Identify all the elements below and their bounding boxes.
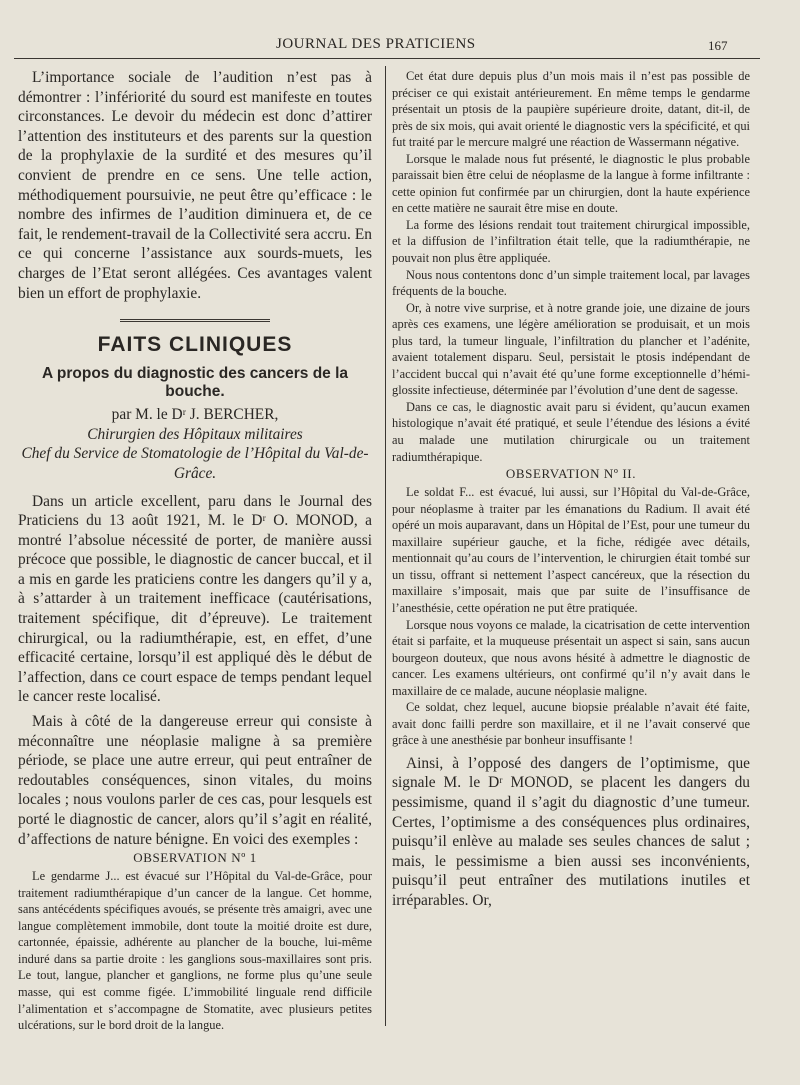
right-paragraph-8: Lorsque nous voyons ce malade, la cicatrisation de cette intervention était si parfaite, et la muqueuse présentait un aspect si sain, sans aucun bourgeon douteux, que nous avons hésité à admettre le diagnostic de cancer. Les examens ultérieurs, ont confirmé qu’il n’y avait dans le maxillaire de ce malade, aucune néoplasie maligne. [392,617,750,698]
observation-2-heading: OBSERVATION Nº II. [505,466,637,482]
right-paragraph-6: Dans ce cas, le diagnostic avait paru si évident, qu’aucun examen histologique n’avait été pratiqué, et seule l’étendue des lésions a évité au malade une mutilation chirurgicale ou un traitement radiumthérapique. [392,399,750,464]
author-affiliation-1: Chirurgien des Hôpitaux militaires [87,425,303,443]
right-column [392,68,750,911]
right-paragraph-9: Ce soldat, chez lequel, aucune biopsie préalable n’avait été faite, avait donc failli perdre son maxillaire, et il ne l’avait conservé que grâce à une anesthésie par bonheur insuffisante ! [392,700,750,748]
intro-paragraph: L’importance sociale de l’audition n’est pas à démontrer : l’infériorité du sourd est manifeste en toutes circonstances. Le devoir du médecin est donc d’attirer l’attention des instituteurs et des parents sur la question de la prophylaxie de la surdité et des mesures qu’il convient de prendre en ce sens. Une telle action, méthodiquement poursuivie, ne peut être qu’efficace : le nombre des infirmes de l’audition diminuera et, de ce fait, le rendement-travail de la Collectivité sera accru. En ce qui concerne l’assistance aux sourds-muets, les charges de l’Etat seront allégées. Ces avantages valent bien un effort de prophylaxie. [18,69,372,302]
left-column [18,68,372,1034]
page-header [0,36,800,58]
right-paragraph-5: Or, à notre vive surprise, et à notre grande joie, une dizaine de jours après ces examens, une légère amélioration se produisait, et un mois plus tard, la tumeur linguale, l’infiltration du plancher et l’adénite, avaient totalement disparu. Seul, persistait le ptosis indépendant de l’accident buccal qui n’avait été qu’une forme exceptionnelle d’hémi-glossite infectieuse, déterminée par l’évolution d’une dent de sagesse. [392,300,750,398]
page-number: 167 [708,38,728,53]
column-divider [385,66,386,1026]
article-title: A propos du diagnostic des cancers de la bouche. [41,365,349,401]
section-title: FAITS CLINIQUES [97,333,293,357]
header-rule [14,58,760,59]
right-paragraph-4: Nous nous contentons donc d’un simple traitement local, par lavages fréquents de la bouche. [392,267,750,299]
article-paragraph: Dans un article excellent, paru dans le Journal des Praticiens du 13 août 1921, M. le Dʳ O. MONOD, a montré l’absolue nécessité de porter, de manière aussi précoce que possible, le diagnostic de cancer buccal, et il a mis en garde les praticiens contre les dangers qu’il y a, à s’attarder à un traitement inefficace (cautérisations, traitement spécifique, dit d’épreuve). Le traitement chirurgical, ou la radiumthérapie, est, en effet, d’une efficacité certaine, lorsqu’il est appliqué dès le début de l’affection, dans ce court espace de temps pendant lequel le cancer reste localisé. [18,492,372,706]
author-byline: par M. le Dʳ J. BERCHER, [111,406,279,424]
right-paragraph-1: Cet état dure depuis plus d’un mois mais il n’est pas possible de préciser ce qui existait antérieurement. En même temps le gendarme présentait un ptosis de la paupière supérieure droite, datant, dit-il, de près de six mois, qui avait orienté le diagnostic vers la spécificité, et qui fut traité par le mercure malgré une réaction de Wassermann négative. [392,69,750,150]
right-paragraph-2: Lorsque le malade nous fut présenté, le diagnostic le plus probable paraissait bien être celui de néoplasme de la langue à forme infiltrante : cette opinion fut confirmée par un chirurgien, dont la haute expérience en cette matière ne saurait être mise en doute. [392,151,750,216]
journal-title: JOURNAL DES PRATICIENS [276,36,476,52]
observation-1-paragraph: Le gendarme J... est évacué sur l’Hôpital du Val-de-Grâce, pour traitement radiumthérapique d’un cancer de la langue. Cet homme, sans antécédents spécifiques avoués, se présente très amaigri, avec une langue complètement immobile, dont toute la moitié droite est dure, cartonnée, épaissie, adhérente au plancher de la bouche, lui-même induré dans sa partie droite : les ganglions sous-maxillaires sont pris. Le tout, langue, plancher et ganglions, ne forme plus qu’une seule masse, qui est comme figée. L’immobilité linguale rend difficile l’alimentation et s’accompagne de Stomatite, avec plusieurs petites ulcérations, sur le bord droit de la langue. [18,869,372,1033]
right-paragraph-3: La forme des lésions rendait tout traitement chirurgical impossible, et la diffusion de l’infiltration était telle, que la radiumthérapie, ne pouvait non plus être appliquée. [392,217,750,266]
erreur-paragraph: Mais à côté de la dangereuse erreur qui consiste à méconnaître une néoplasie maligne à sa première période, se place une autre erreur, qui peut entraîner de redoutables conséquences, sinon vitales, du moins locales ; nous voulons parler de ces cas, pour lesquels est porté le diagnostic de cancer, alors qu’il s’agit en réalité, d’affections de nature bénigne. En voici des exemples : [18,713,372,848]
section-rule [18,309,372,327]
author-affiliation-2: Chef du Service de Stomatologie de l’Hôpital du Val-de-Grâce. [21,445,369,482]
right-paragraph-10: Ainsi, à l’opposé des dangers de l’optimisme, que signale M. le Dʳ MONOD, se placent les dangers du pessimisme, quand il s’agit du diagnostic d’une tumeur. Certes, l’optimisme a des conséquences plus ordinaires, puisqu’il enlève au malade ses seules chances de salut ; mais, le pessimisme a bien aussi ses inconvénients, puisqu’il peut entraîner des mutilations inutiles et irréparables. Or, [392,754,750,910]
observation-1-heading: OBSERVATION Nº 1 [133,850,257,866]
right-paragraph-7: Le soldat F... est évacué, lui aussi, sur l’Hôpital du Val-de-Grâce, pour néoplasme à traiter par les émanations du Radium. Il avait été opéré un mois auparavant, dans un Hôpital de l’Est, pour une tumeur du maxillaire supérieur gauche, et la fiche, rédigée avec détails, mentionnait qu’au cours de l’intervention, le chirurgien était tombé sur un tissu, offrant si nettement l’aspect cancéreux, que la résection du maxillaire s’imposait, mais que par suite de l’insuffisance de l’anesthésie, cette opération ne put être pratiquée. [392,485,750,615]
